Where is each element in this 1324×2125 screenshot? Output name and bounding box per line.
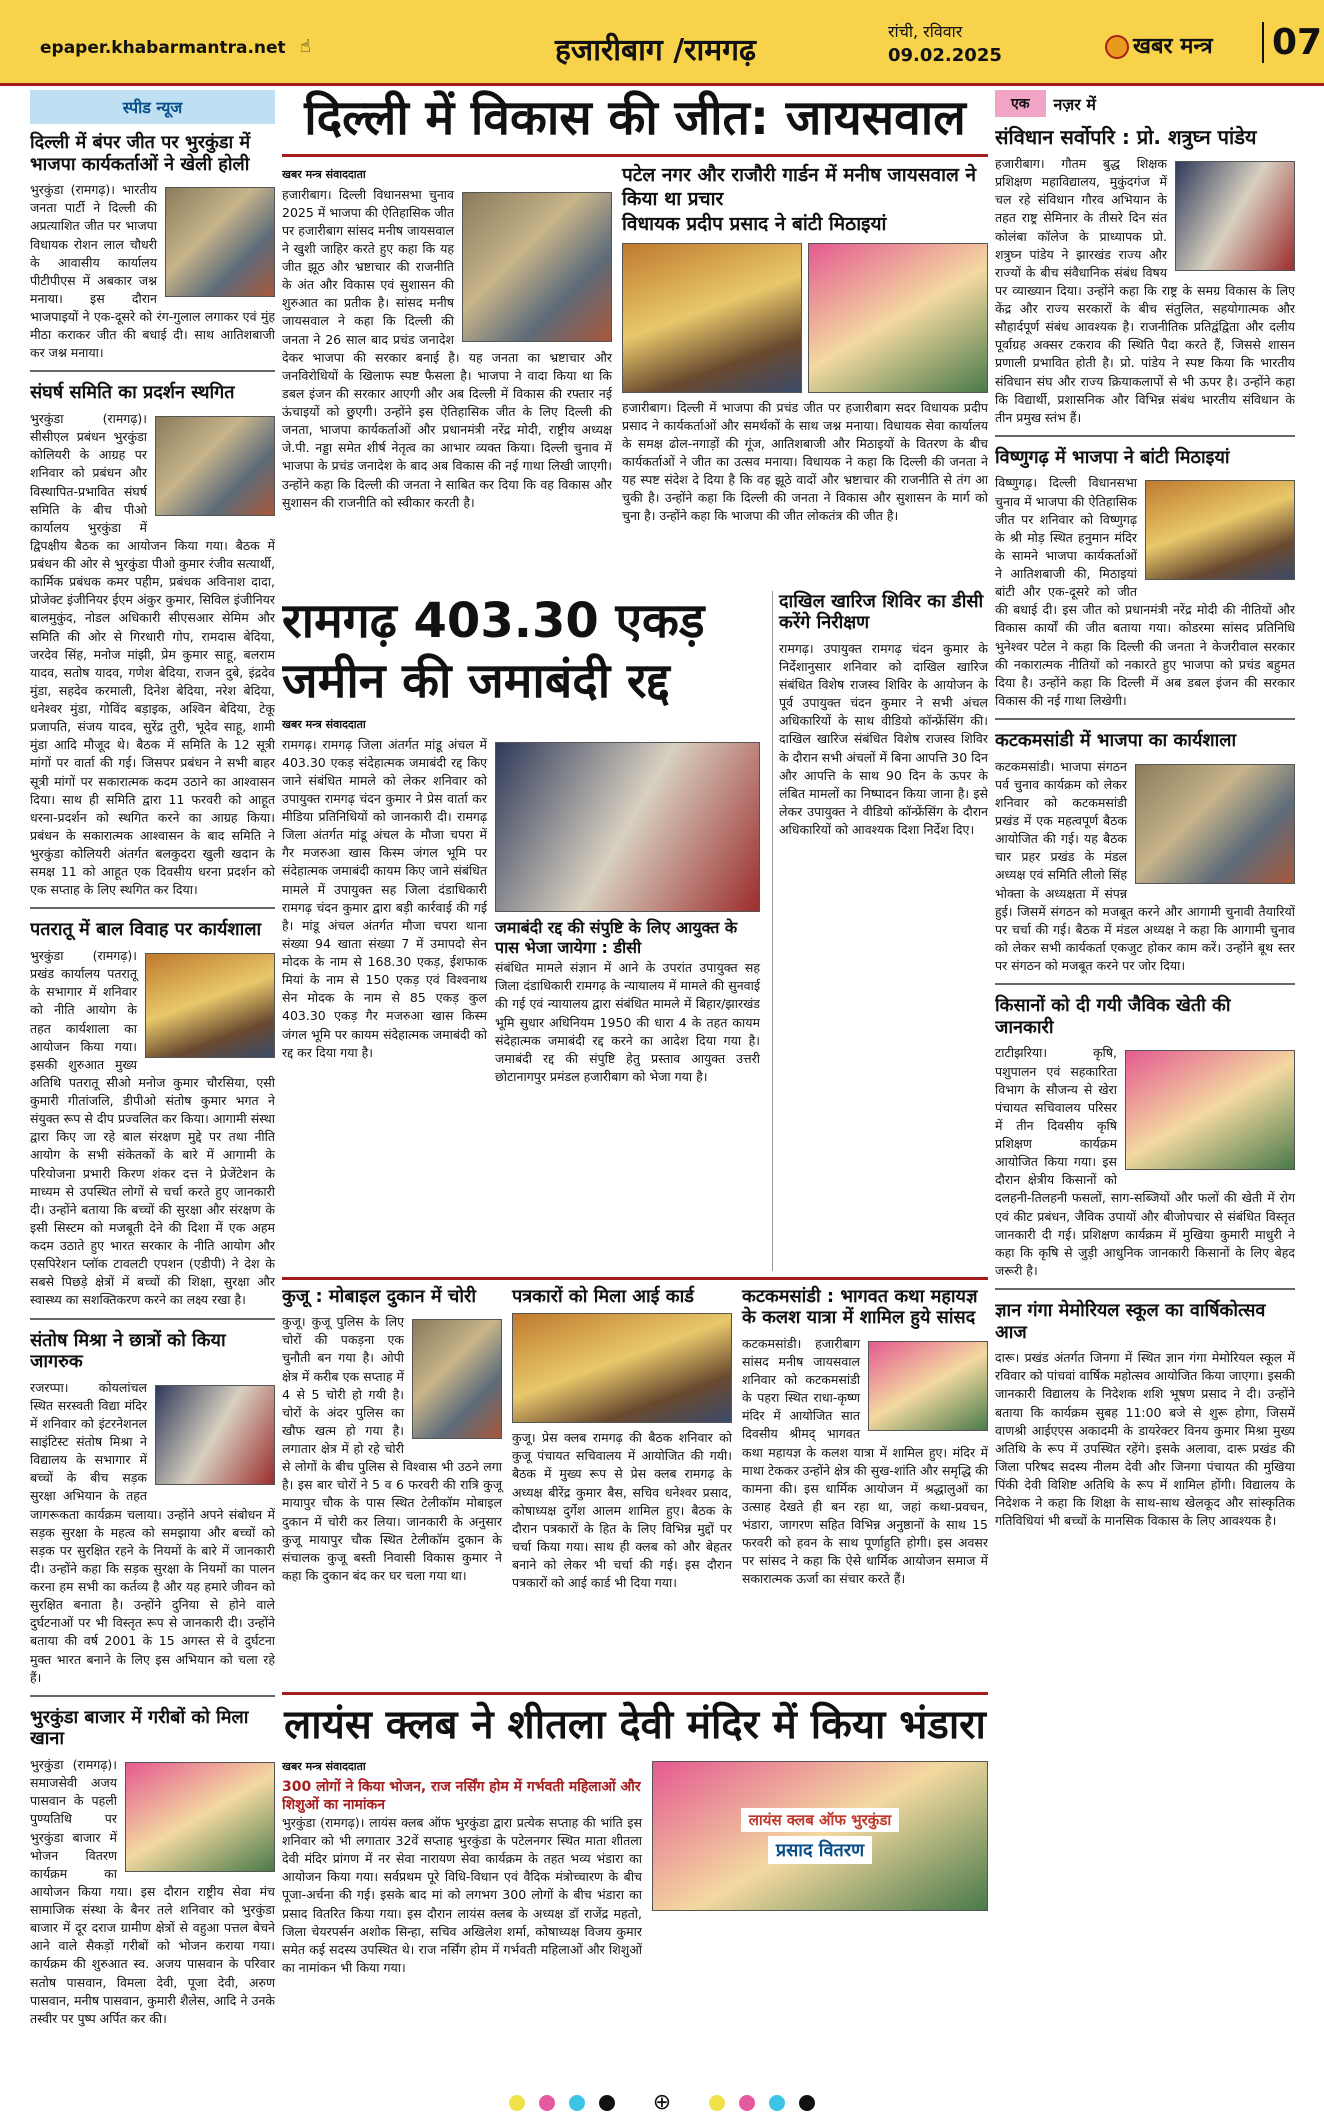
ek-nazar-tag (995, 90, 1295, 117)
story-text: रामगढ़। उपायुक्त रामगढ़ चंदन कुमार के निर्देशानुसार शनिवार को दाखिल खारिज संबंधित विशेष राजस्व शिविर के आयोजन के पूर्व उपायुक्त चंदन कुमार ने सभी अंचल अधिकारियों के साथ वीडियो कॉन्फ्रेंसिंग की। दाखिल खारिज संबंधित विशेष राजस्व शिविर के दौरान सभी अंचलों में बिना आपत्ति 30 दिन और आपत्ति के साथ 90 दिन के ऊपर के लंबित मामलों का निष्पादन किया जाना है। इसे लेकर उपायुक्त ने वीडियो कॉन्फ्रेंसिंग के दौरान अधिकारियों को आवश्यक दिशा निर्देश दिए। (779, 640, 988, 838)
story-title: संतोष मिश्रा ने छात्रों को किया जागरुक (30, 1329, 226, 1373)
lions-photos (652, 1755, 988, 1978)
registration-dot (739, 2095, 755, 2111)
lions-text: भुरकुंडा (रामगढ़)। लायंस क्लब ऑफ भुरकुंडा द्वारा प्रत्येक सप्ताह की भांति इस शनिवार को भी लगातार 32वें सप्ताह भुरकुंडा के पटेलनगर स्थित माता शीतला देवी मंदिर प्रांगण में नर सेवा नारायण सेवा कार्यक्रम के तहत भव्य भंडारा का आयोजन किया गया। सर्वप्रथम पूरे विधि-विधान एवं वैदिक मंत्रोच्चारण के बीच पूजा-अर्चना की गई। इसके बाद मां को लगभग 300 लोगों के बीच भंडारा का प्रसाद वितरित किया गया। इस दौरान लायंस क्लब के अध्यक्ष डॉ राजेंद्र महतो, जिला चेयरपर्सन अशोक सिन्हा, सचिव अखिलेश शर्मा, कोषाध्यक्ष विजय कुमार समेत कई सदस्य उपस्थित थे। राज नर्सिंग होम में गर्भवती महिलाओं और शिशुओं का नामांकन भी किया गया। (282, 1814, 642, 1975)
logo-text: खबर मन्त्र (1133, 34, 1213, 59)
news-photo (808, 243, 988, 393)
cursor-pointer-icon: ☝ (300, 36, 311, 57)
story-text: हजारीबाग। गौतम बुद्ध शिक्षक प्रशिक्षण महाविद्यालय, मुकुंदगंज में चल रहे संविधान गौरव अभियान के तहत राष्ट्र सेमिनार के तीसरे दिन संत कोलंबा कॉलेज के प्राध्यापक प्रो. शत्रुघ्न पांडेय ने झारखंड राज्य और राज्यों के बीच संवैधानिक संबंध विषय पर व्याख्यान दिया। उन्होंने कहा कि राष्ट्र के समग्र विकास के लिए केंद्र और राज्य सरकारों के बीच संतुलित, सहयोगात्मक और सौहार्दपूर्ण संबंध आवश्यक है। राजनीतिक प्रतिद्वंद्विता और दलीय पूर्वाग्रह अक्सर टकराव की स्थिति पैदा करते हैं, जिससे शासन प्रणाली प्रभावित होती है। प्रो. पांडेय ने स्पष्ट किया कि भारतीय संविधान संघ और राज्य क्रियाकलापों से भी ऊपर है। उन्होंने कहा कि विद्यार्थी, प्रशासनिक और विभिन्न संबंध भारतीय संविधान के तीन प्रमुख स्तंभ हैं। (995, 156, 1295, 425)
mp-portrait-photo (462, 192, 612, 342)
story-vishnugarh (995, 447, 1295, 720)
story-title: संविधान सर्वोपरि : प्रो. शत्रुघ्न पांडेय (995, 125, 1257, 149)
story-constitution (995, 125, 1295, 437)
pradeep-text: हजारीबाग। दिल्ली में भाजपा की प्रचंड जीत पर हजारीबाग सदर विधायक प्रदीप प्रसाद ने कार्यकर्ताओं और समर्थकों के साथ जश्न मनाया। विधायक सेवा कार्यालय के समक्ष ढोल-नगाड़ों की गूंज, आतिशबाजी और मिठाइयों के वितरण के बीच कार्यकर्ताओं ने जीत का उत्सव मनाया। विधायक ने कहा कि दिल्ली की जनता ने यह स्पष्ट संदेश दे दिया है कि वह झूठे वादों और भ्रष्टाचार की राजनीति से तंग आ चुकी है। उन्होंने कहा कि दिल्ली की जनता ने विकास और सुशासन के मार्ग को चुना है। उन्होंने कहा कि भाजपा की जीत लोकतंत्र की जीत है। (622, 399, 988, 524)
page-number: 07 (1262, 22, 1322, 63)
story-text: टाटीझरिया। कृषि, पशुपालन एवं सहकारिता विभाग के सौजन्य से खेरा पंचायत सचिवालय परिसर में तीन दिवसीय कृषि प्रशिक्षण कार्यक्रम आयोजित किया गया। इस दौरान क्षेत्रीय किसानों को दलहनी-तिलहनी फसलों, साग-सब्जियों और फलों की खेती में रोग एवं कीट प्रबंधन, जैविक उपायों और बीजोपचार से संबंधित विस्तृत जानकारी दी गई। प्रशिक्षण कार्यक्रम में मुखिया कुमारी माधुरी ने कहा कि कृषि से जुड़ी आधुनिक जानकारी किसानों के लिए बेहद जरूरी है। (995, 1045, 1295, 1278)
story-food-distribution (30, 1707, 275, 2036)
story-school-annual (995, 1300, 1295, 1538)
story-child-marriage (30, 919, 275, 1319)
land-sub-text: संबंधित मामले संज्ञान में आने के उपरांत उपायुक्त सह जिला दंडाधिकारी रामगढ़ के न्यायालय में मामले की सुनवाई की गई एवं न्यायालय द्वारा संबंधित मामले में बिहार/झारखंड भूमि सुधार अधिनियम 1950 की धारा 4 के तहत कायम संदेहात्मक जमाबंदी रद्द करने का आदेश दिया गया है। जमाबंदी रद्द की संपुष्टि हेतु प्रस्ताव आयुक्त उत्तरी छोटानागपुर प्रमंडल हजारीबाग को भेजा गया है। (495, 960, 760, 1084)
registration-dot (799, 2095, 815, 2111)
story-title: कटकमसांडी : भागवत कथा महायज्ञ के कलश यात्रा में शामिल हुये सांसद (742, 1285, 978, 1329)
news-photo (165, 187, 275, 297)
story-title: संघर्ष समिति का प्रदर्शन स्थगित (30, 382, 235, 404)
celebration-photos (622, 237, 988, 399)
news-photo (155, 416, 275, 516)
story-text: विष्णुगढ़। दिल्ली विधानसभा चुनाव में भाजपा की ऐतिहासिक जीत पर शनिवार को विष्णुगढ़ के श्री मोड़ स्थित हनुमान मंदिर के सामने भाजपा कार्यकर्ताओं ने आतिशबाजी की, मिठाइयां बांटी और एक-दूसरे को जीत की बधाई दी। इस जीत को प्रधानमंत्री नरेंद्र मोदी की नीतियों और विकास कार्यों की जीत बताया गया। कोडरमा सांसद प्रतिनिधि भुनेश्वर पटेल ने कहा कि दिल्ली की जनता ने केजरीवाल सरकार की नकारात्मक नीतियों को नकारते हुए भाजपा को प्रचंड बहुमत दिया है। उन्होंने कहा कि दिल्ली में अब डबल इंजन की सरकार विकास की नई गाथा लिखेगी। (995, 475, 1295, 708)
lead-left (282, 163, 612, 583)
registration-dot (569, 2095, 585, 2111)
story-text: कुजू। कुजू पुलिस के लिए चोरों की पकड़ना एक चुनौती बन गया है। ओपी क्षेत्र में करीब एक सप्ताह में 4 से 5 चोरी हो गयी है। चोरों के अंदर पुलिस का खौफ खत्म हो गया है। लगातार क्षेत्र में हो रहे चोरी से लोगों के बीच पुलिस से विश्वास भी उठने लगा है। इस बार चोरों ने 5 व 6 फरवरी की रात्रि कुजू मायापुर चौक के पास स्थित टेलीकॉम मोबाइल दुकान में चोरी कर लिया। जानकारी के अनुसार कुजू मायापुर चौक स्थित टेलीकॉम दुकान के संचालक कुजू बस्ती निवासी विकास कुमार ने कहा कि दुकान बंद कर घर चला गया था। (282, 1314, 502, 1583)
lead-headline: दिल्ली में विकास की जीत: जायसवाल (304, 90, 966, 146)
press-card-story (512, 1286, 732, 1686)
news-photo (868, 1341, 988, 1431)
land-story-block (282, 591, 988, 1271)
news-photo (1125, 1050, 1295, 1170)
registration-marks (0, 2080, 1324, 2125)
story-title: किसानों को दी गयी जैविक खेती की जानकारी (995, 995, 1231, 1038)
story-bjp-workshop (995, 730, 1295, 985)
lead-right (622, 163, 988, 583)
lead-story (282, 163, 988, 583)
left-column (30, 90, 275, 2075)
crosshair-icon: ⊕ (652, 2090, 672, 2115)
news-photo (1145, 480, 1295, 580)
registration-dot (539, 2095, 555, 2111)
news-photo (412, 1319, 502, 1439)
epaper-url[interactable]: epaper.khabarmantra.net (40, 38, 286, 58)
byline: खबर मन्त्र संवाददाता (282, 1759, 366, 1773)
pradeep-subhead: विधायक प्रदीप प्रसाद ने बांटी मिठाइयां (622, 212, 887, 235)
lead-text: हजारीबाग। दिल्ली विधानसभा चुनाव 2025 में भाजपा की ऐतिहासिक जीत पर हजारीबाग सांसद मनीष जायसवाल ने खुशी जाहिर करते हुए कहा कि यह जीत झूठ और भ्रष्टाचार की राजनीति के अंत और विकास एवं सुशासन की शुरुआत का प्रतीक है। सांसद मनीष जायसवाल ने कहा कि दिल्ली की जनता ने 26 साल बाद प्रचंड जनादेश देकर भाजपा की सरकार बनाई है। यह जनता का भ्रष्टाचार और जनविरोधियों के खिलाफ स्पष्ट फैसला है। भाजपा ने वादा किया था कि डबल इंजन की सरकार आएगी और अब दिल्ली में विकास की रफ्तार नई ऊंचाइयों को छुएगी। उन्होंने इस ऐतिहासिक जीत के लिए दिल्ली की जनता, भाजपा कार्यकर्ताओं और प्रधानमंत्री नरेंद्र मोदी, राष्ट्रीय अध्यक्ष जे.पी. नड्डा समेत शीर्ष नेतृत्व का आभार व्यक्त किया। दिल्ली चुनाव में भाजपा के प्रचंड जनादेश के बाद अब विकास की नई गाथा लिखी जाएगी। उन्होंने कहा कि दिल्ली की जनता ने साबित कर दिया कि वह विकास और सुशासन की राजनीति को स्वीकार करती है। (282, 186, 612, 510)
land-headline: रामगढ़ 403.30 एकड़ जमीन की जमाबंदी रद्द (282, 592, 705, 709)
story-text: कुजू। प्रेस क्लब रामगढ़ की बैठक शनिवार को कुजू पंचायत सचिवालय में आयोजित की गयी। बैठक में मुख्य रूप से प्रेस क्लब रामगढ़ के अध्यक्ष बीरेंद्र कुमार बैस, सचिव धनेश्वर प्रसाद, कोषाध्यक्ष दुर्गेश आलम शामिल हुए। बैठक के दौरान पत्रकारों के हित के लिए विभिन्न मुद्दों पर चर्चा किया गया। साथ ही क्लब को और बेहतर बनाने को लेकर भी चर्चा की गई। इस दौरान पत्रकारों को आई कार्ड भी दिया गया। (512, 1430, 732, 1591)
katkamsandi-story (742, 1286, 988, 1686)
newspaper-logo (1105, 30, 1213, 60)
news-photo (1135, 764, 1295, 884)
story-title: भुरकुंडा बाजार में गरीबों को मिला खाना (30, 1706, 249, 1750)
land-subhead: जमाबंदी रद्द की संपुष्टि के लिए आयुक्त के पास भेजा जायेगा : डीसी (495, 917, 738, 958)
speed-news-tag: स्पीड न्यूज (30, 90, 275, 124)
banner-text-2: प्रसाद वितरण (768, 1836, 872, 1864)
news-photo (512, 1313, 732, 1423)
story-title: पत्रकारों को मिला आई कार्ड (512, 1285, 694, 1307)
issue-date: 09.02.2025 (888, 45, 1002, 66)
story-title: दिल्ली में बंपर जीत पर भुरकुंडा में भाजपा कार्यकर्ताओं ने खेली होली (30, 132, 251, 175)
divider (282, 154, 988, 157)
registration-dot (709, 2095, 725, 2111)
jaiswal-subhead: पटेल नगर और राजौरी गार्डन में मनीष जायसवाल ने किया था प्रचार (622, 163, 977, 211)
kuju-story (282, 1286, 502, 1686)
news-photo (125, 1762, 275, 1872)
story-text: कटकमसांडी। भाजपा संगठन पर्व चुनाव कार्यक्रम को लेकर शनिवार को कटकमसांडी प्रखंड में एक महत्वपूर्ण बैठक आयोजित की गई। यह बैठक चार प्रहर प्रखंड के मंडल अध्यक्ष एवं समिति लीलो सिंह भोक्ता के अध्यक्षता में संपन्न हुई। जिसमें संगठन को मजबूत करने और आगामी चुनावी तैयारियों पर चर्चा की गई। बैठक में मंडल अध्यक्ष ने कहा कि आगामी चुनाव को लेकर सभी कार्यकर्ता एकजुट होकर काम करें। उन्होंने बूथ स्तर पर संगठन को मजबूत करने पर जोर दिया। (995, 758, 1295, 974)
land-right (495, 736, 760, 1086)
camp-story (772, 591, 988, 1271)
story-title: पतरातू में बाल विवाह पर कार्यशाला (30, 919, 262, 941)
right-column (995, 90, 1295, 2075)
registration-dot (769, 2095, 785, 2111)
news-photo (145, 953, 275, 1058)
story-text: दारू। प्रखंड अंतर्गत जिनगा में स्थित ज्ञान गंगा मेमोरियल स्कूल में रविवार को पांचवां वार्षिक महोत्सव आयोजित किया जाएगा। इसकी जानकारी विद्यालय के निदेशक शशि भूषण प्रसाद ने दी। उन्होंने बताया कि कार्यक्रम सुबह 11:00 बजे से शुरू होगा, जिसमें वाणश्री आईएएस अकादमी के डायरेक्टर विनय कुमार मिश्रा मुख्य अतिथि के रूप में उपस्थित रहेंगे। इसके अलावा, दारू प्रखंड की जिला परिषद सदस्य नीलम देवी और जिनगा पंचायत की मुखिया पिंकी देवी विशिष्ट अतिथि के रूप में शामिल होंगी। विद्यालय के निदेशक ने कहा कि शिक्षा के साथ-साथ खेलकूद और सांस्कृतिक गतिविधियां भी बच्चों के मानसिक विकास के लिए आवश्यक है। (995, 1350, 1295, 1529)
lions-banner-photo (652, 1761, 988, 1911)
story-text: भुरकुंडा (रामगढ़)। समाजसेवी अजय पासवान के पहली पुण्यतिथि पर भुरकुंडा बाजार में भोजन वितरण कार्यक्रम का आयोजन किया गया। इस दौरान राष्ट्रीय सेवा मंच सामाजिक संस्था के बैनर तले शनिवार को भुरकुंडा बाजार में दूर दराज ग्रामीण क्षेत्रों से वहुआ पत्तल बेचने आने वाले सैकड़ों गरीबों को भोजन कराया गया। कार्यक्रम की शुरुआत स्व. अजय पासवान के परिवार सतोष पासवान, विमला देवी, पूजा देवी, अरुण पासवान, मनीष पासवान, कुमारी शैलेस, आदि ने उनके तस्वीर पर पुष्प अर्पित कर की। (30, 1757, 275, 2026)
story-title: दाखिल खारिज शिविर का डीसी करेंगे निरीक्षण (779, 590, 984, 634)
tag-pill: एक (995, 90, 1046, 117)
story-text: भुरकुंडा (रामगढ़)। भारतीय जनता पार्टी ने दिल्ली की अप्रत्याशित जीत पर भाजपा विधायक रोशन लाल चौधरी के आवासीय कार्यालय पीटीपीएस में अबकार जश्न मनाया। इस दौरान भाजपाइयों ने एक-दूसरे को रंग-गुलाल लगाकर एवं मुंह मीठा कराकर जीत की बधाई दी। साथ आतिशबाजी कर जश्न मनाया। (30, 182, 275, 361)
professor-photo (1175, 161, 1295, 271)
lions-left (282, 1755, 642, 1978)
story-sangharsh (30, 382, 275, 909)
news-photo (622, 243, 802, 393)
registration-dot (599, 2095, 615, 2111)
registration-dot (509, 2095, 525, 2111)
story-title: कटकमसांडी में भाजपा का कार्यशाला (995, 730, 1237, 752)
story-title: विष्णुगढ़ में भाजपा ने बांटी मिठाइयां (995, 446, 1230, 468)
story-holi (30, 132, 275, 372)
story-text: रजरप्पा। कोयलांचल स्थित सरस्वती विद्या मंदिर में शनिवार को इंटरनेशनल साइंटिस्ट संतोष मिश्रा ने विद्यालय के सभागार में बच्चों के बीच सड़क सुरक्षा अभियान के तहत जागरूकता कार्यक्रम चलाया। उन्होंने अपने संबोधन में सड़क सुरक्षा के महत्व को समझाया और बच्चों को सड़क पर सुरक्षित रहने के नियमों के बारे में जानकारी दी। उन्होंने कहा कि सड़क सुरक्षा के नियमों का पालन करना हम सभी का कर्तव्य है और यह हमारे जीवन को सुरक्षित बनाता है। उन्होंने दुनिया से होने वाले दुर्घटनाओं पर भी विस्तृत रूप से जानकारी दी। उन्होंने बताया की वर्ष 2001 के 15 अगस्त से वे दुर्घटना मुक्त भारत बनाने के लिए इस अभियान को चला रहे हैं। (30, 1379, 275, 1685)
lions-club-story (282, 1701, 988, 1978)
land-content (282, 736, 762, 1086)
short-stories-row (282, 1286, 988, 1686)
story-title: ज्ञान गंगा मेमोरियल स्कूल का वार्षिकोत्सव आज (995, 1300, 1266, 1343)
divider (282, 1692, 988, 1695)
lions-callout: 300 लोगों ने किया भोजन, राज नर्सिंग होम में गर्भवती महिलाओं और शिशुओं का नामांकन (282, 1778, 641, 1813)
banner-text: लायंस क्लब ऑफ भुरकुंडा (741, 1808, 900, 1832)
story-text: कटकमसांडी। हजारीबाग सांसद मनीष जायसवाल शनिवार को कटकमसांडी के पहरा स्थित राधा-कृष्ण मंदिर में आयोजित सात दिवसीय श्रीमद् भागवत कथा महायज्ञ के कलश यात्रा में शामिल हुए। मंदिर में माथा टेककर उन्होंने क्षेत्र की सुख-शांति और समृद्धि की कामना की। इस धार्मिक आयोजन में श्रद्धालुओं का उत्साह देखते ही बन रहा था, जहां कथा-प्रवचन, भंडारा, जागरण सहित विभिन्न अनुष्ठानों के साथ 15 फरवरी को हवन के साथ पूर्णाहुति होगी। इस अवसर पर सांसद ने कहा कि ऐसे धार्मिक आयोजन समाज में सकारात्मक ऊर्जा का संचार करते हैं। (742, 1335, 988, 1587)
story-text: भुरकुंडा (रामगढ़)। सीसीएल प्रबंधन भुरकुंडा कोलियरी के आग्रह पर शनिवार को प्रबंधन और विस्थापित-प्रभावित संघर्ष समिति के बीच पीओ कार्यालय भुरकुंडा में द्विपक्षीय बैठक का आयोजन किया गया। बैठक में प्रबंधन की ओर से भुरकुंडा पीओ कुमार रंजीव सत्यार्थी, कार्मिक प्रबंधक कमर पहीम, प्रबंधक अविनाश दादा, प्रोजेक्ट इंजीनियर ईएम अंकुर कुमार, सिविल इंजीनियर बालमुकुंद, नोडल अधिकारी सीएसआर सेमिम और समिति की ओर से गिरधारी गोप, रामदास बेदिया, जरदेव सिंह, मनोज मांझी, प्रेम कुमार साहू, बलराम यादव, सतोष यादव, गणेश बेदिया, राजन दुबे, इंद्रदेव मुंडा, सहदेव करमाली, दिनेश बेदिया, नरेश बेदिया, धनेश्वर मुंडा, गोविंद बड़ाइक, अश्विन बेदिया, टेकू प्रजापति, संजय यादव, सुरेंद्र तुरी, भूदेव साहू, शामी मुंडा आदि मौजूद थे। बैठक में समिति के 12 सूत्री मांगों पर वार्ता की गई। जिसपर प्रबंधन ने सभी बाहर सूत्री मांगों पर सकारात्मक कदम उठाने का आश्वासन दिया। साथ ही समिति द्वारा 11 फरवरी को आहूत धरना-प्रदर्शन को स्थगित करने का आग्रह किया। प्रबंधन के सकारात्मक आश्वासन के बाद समिति ने भुरकुंडा कोलियरी अंतर्गत बलकुदरा खुली खदान के समक्ष 11 को आहूत एक दिवसीय धरना प्रदर्शन को एक सप्ताह के लिए स्थगित कर दिया। (30, 411, 275, 898)
section-title: हजारीबाग /रामगढ़ (555, 33, 756, 68)
story-title: कुजू : मोबाइल दुकान में चोरी (282, 1285, 477, 1307)
middle-column (282, 90, 988, 2075)
divider (282, 1277, 988, 1280)
logo-mark-icon (1105, 35, 1129, 59)
press-conference-photo (495, 742, 760, 912)
land-text: रामगढ़। रामगढ़ जिला अंतर्गत मांडू अंचल में 403.30 एकड़ संदेहात्मक जमाबंदी रद्द किए जाने संबंधित मामले को लेकर शनिवार को उपायुक्त रामगढ़ चंदन कुमार ने प्रेस वार्ता कर मीडिया प्रतिनिधियों को जानकारी दी। रामगढ़ जिला अंतर्गत मांडू अंचल के मौजा चपरा में गैर मजरुआ खास किस्म जंगल भूमि पर संदेहात्मक जमाबंदी कायम किए जाने संबंधित मामले में उपायुक्त सह जिला दंडाधिकारी रामगढ़ चंदन कुमार द्वारा बड़ी कार्रवाई की गई है। मांडू अंचल अंतर्गत मौजा चपरा थाना संख्या 94 खाता संख्या 7 में उमापदो सेन मोदक के नाम से 168.30 एकड़, ईशफाक मियां के नाम से 150 एकड़ एवं विश्वनाथ सेन मोदक के नाम से 85 एकड़ कुल 403.30 एकड़ गैर मजरुआ खास किस्म जंगल भूमि पर कायम संदेहात्मक जमाबंदी को रद्द कर दिया गया है। (282, 736, 487, 1060)
story-santosh-mishra (30, 1330, 275, 1697)
masthead (0, 0, 1324, 86)
lions-headline: लायंस क्लब ने शीतला देवी मंदिर में किया भंडारा (284, 1701, 986, 1748)
lions-content (282, 1755, 988, 1978)
tag-text: नज़र में (1053, 94, 1096, 114)
byline: खबर मन्त्र संवाददाता (282, 717, 366, 731)
city-day: रांची, रविवार (888, 22, 963, 41)
story-organic-farming (995, 995, 1295, 1290)
news-photo (155, 1385, 275, 1485)
byline: खबर मन्त्र संवाददाता (282, 167, 366, 181)
land-story (282, 591, 762, 1271)
story-text: भुरकुंडा (रामगढ़)। प्रखंड कार्यालय पतरातू के सभागार में शनिवार को नीति आयोग के तहत कार्यशाला का आयोजन किया गया। इसकी शुरुआत मुख्य अतिथि पतरातू सीओ मनोज कुमार चौरसिया, एसी कुमारी गीतांजलि, डीपीओ संतोष कुमार भगत ने संयुक्त रूप से दीप प्रज्वलित कर किया। आगामी संस्था द्वारा किए जा रहे बाल संरक्षण मुद्दे पर तथा नीति आयोग के सभी संकेतकों के बारे में आगामी के परियोजना प्रभारी किरण शंकर दत्त ने प्रेजेंटेशन के माध्यम से उपस्थित लोगों से चर्चा करते हुए जानकारी दी। उन्होंने बताया कि बच्चों की सुरक्षा और संरक्षण के इसी सिस्टम को मजबूती देने की दिशा में एक अहम कदम उठाते हुए भारत सरकार के नीति आयोग और एसपिरेशन प्लॉक टावलटी एपशन (एडीपी) ने देश के सबसे पिछड़े क्षेत्रों में बच्चों की शिक्षा, सुरक्षा और स्वास्थ्य का सशक्तिकरण करने का लक्ष्य रखा है। (30, 948, 275, 1308)
